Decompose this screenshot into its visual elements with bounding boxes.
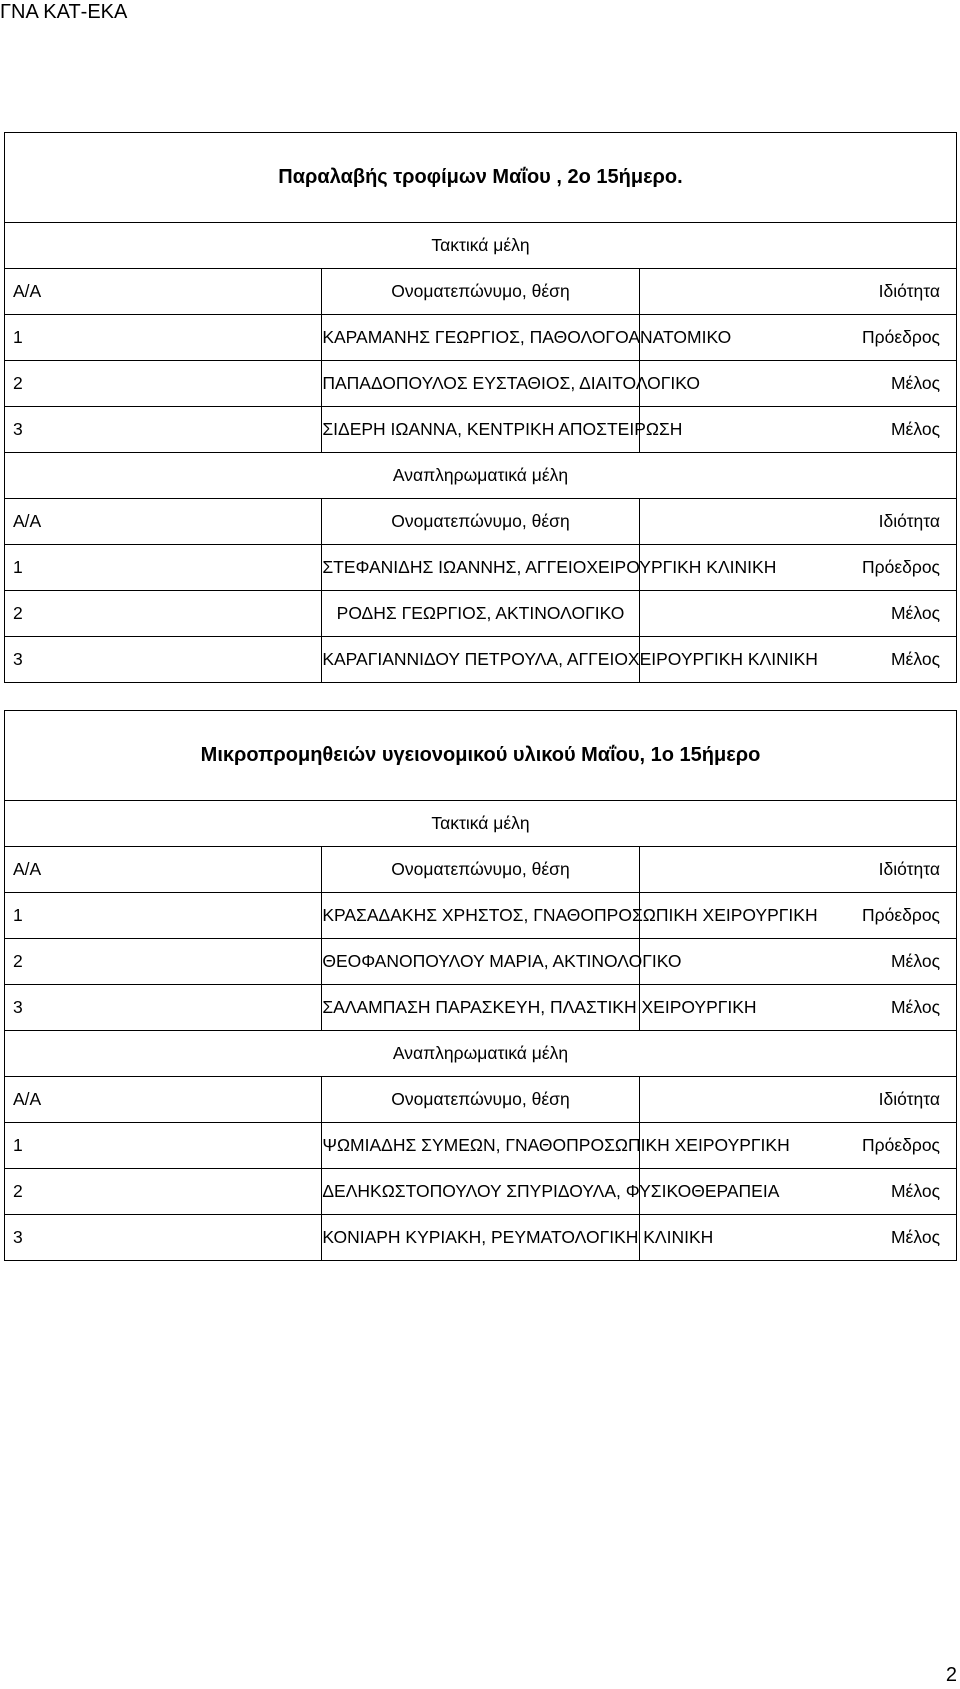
row-number: 2 xyxy=(5,591,322,637)
table-row xyxy=(5,985,957,1031)
section-heading-regular: Τακτικά μέλη xyxy=(5,801,957,847)
section-row xyxy=(5,1031,957,1077)
member-name: ΚΟΝΙΑΡΗ ΚΥΡΙΑΚΗ, ΡΕΥΜΑΤΟΛΟΓΙΚΗ ΚΛΙΝΙΚΗ xyxy=(322,1215,639,1261)
member-role: Μέλος xyxy=(639,1215,956,1261)
table-row xyxy=(5,591,957,637)
column-header-role: Ιδιότητα xyxy=(639,269,956,315)
column-header-aa: Α/Α xyxy=(5,499,322,545)
member-role: Μέλος xyxy=(639,939,956,985)
member-name: ΡΟΔΗΣ ΓΕΩΡΓΙΟΣ, ΑΚΤΙΝΟΛΟΓΙΚΟ xyxy=(322,591,639,637)
member-name: ΨΩΜΙΑΔΗΣ ΣΥΜΕΩΝ, ΓΝΑΘΟΠΡΟΣΩΠΙΚΗ ΧΕΙΡΟΥΡΓΙΚΗ xyxy=(322,1123,639,1169)
column-header-name: Ονοματεπώνυμο, θέση xyxy=(322,269,639,315)
row-number: 1 xyxy=(5,315,322,361)
row-number: 3 xyxy=(5,1215,322,1261)
row-number: 2 xyxy=(5,1169,322,1215)
section-heading-alternate: Αναπληρωματικά μέλη xyxy=(5,1031,957,1077)
member-name: ΣΤΕΦΑΝΙΔΗΣ ΙΩΑΝΝΗΣ, ΑΓΓΕΙΟΧΕΙΡΟΥΡΓΙΚΗ ΚΛΙΝΙΚΗ xyxy=(322,545,639,591)
column-header-role: Ιδιότητα xyxy=(639,499,956,545)
column-header-row xyxy=(5,847,957,893)
page-number: 2 xyxy=(945,1664,957,1686)
member-role: Μέλος xyxy=(639,1169,956,1215)
row-number: 2 xyxy=(5,939,322,985)
table-row xyxy=(5,1215,957,1261)
table-row xyxy=(5,1169,957,1215)
table-row xyxy=(5,1123,957,1169)
member-role: Μέλος xyxy=(639,361,956,407)
row-number: 3 xyxy=(5,407,322,453)
member-name: ΣΑΛΑΜΠΑΣΗ ΠΑΡΑΣΚΕΥΗ, ΠΛΑΣΤΙΚΗ ΧΕΙΡΟΥΡΓΙΚΗ xyxy=(322,985,639,1031)
member-role: Πρόεδρος xyxy=(639,1123,956,1169)
row-number: 1 xyxy=(5,545,322,591)
column-header-aa: Α/Α xyxy=(5,847,322,893)
member-name: ΘΕΟΦΑΝΟΠΟΥΛΟΥ ΜΑΡΙΑ, ΑΚΤΙΝΟΛΟΓΙΚΟ xyxy=(322,939,639,985)
row-number: 1 xyxy=(5,1123,322,1169)
section-row xyxy=(5,801,957,847)
title-row xyxy=(5,133,957,223)
row-number: 3 xyxy=(5,637,322,683)
table-row xyxy=(5,893,957,939)
column-header-aa: Α/Α xyxy=(5,1077,322,1123)
row-number: 2 xyxy=(5,361,322,407)
committee-title: Παραλαβής τροφίμων Μαΐου , 2ο 15ήμερο. xyxy=(5,133,957,223)
column-header-row xyxy=(5,499,957,545)
column-header-row xyxy=(5,1077,957,1123)
table-row xyxy=(5,939,957,985)
title-row xyxy=(5,711,957,801)
member-role: Πρόεδρος xyxy=(639,315,956,361)
member-role: Μέλος xyxy=(639,407,956,453)
committee-title: Μικροπρομηθειών υγειονομικού υλικού Μαΐου, 1ο 15ήμερο xyxy=(5,711,957,801)
member-name: ΠΑΠΑΔΟΠΟΥΛΟΣ ΕΥΣΤΑΘΙΟΣ, ΔΙΑΙΤΟΛΟΓΙΚΟ xyxy=(322,361,639,407)
member-name: ΣΙΔΕΡΗ ΙΩΑΝΝΑ, ΚΕΝΤΡΙΚΗ ΑΠΟΣΤΕΙΡΩΣΗ xyxy=(322,407,639,453)
table-row xyxy=(5,361,957,407)
column-header-name: Ονοματεπώνυμο, θέση xyxy=(322,1077,639,1123)
committee-table xyxy=(4,132,957,683)
member-role: Πρόεδρος xyxy=(639,545,956,591)
section-row xyxy=(5,453,957,499)
member-role: Μέλος xyxy=(639,591,956,637)
member-role: Μέλος xyxy=(639,637,956,683)
column-header-aa: Α/Α xyxy=(5,269,322,315)
column-header-row xyxy=(5,269,957,315)
member-role: Μέλος xyxy=(639,985,956,1031)
table-row xyxy=(5,315,957,361)
table-row xyxy=(5,637,957,683)
member-role: Πρόεδρος xyxy=(639,893,956,939)
document-header: ΓΝΑ ΚΑΤ-ΕΚΑ xyxy=(0,1,128,23)
member-name: ΚΑΡΑΜΑΝΗΣ ΓΕΩΡΓΙΟΣ, ΠΑΘΟΛΟΓΟΑΝΑΤΟΜΙΚΟ xyxy=(322,315,639,361)
column-header-name: Ονοματεπώνυμο, θέση xyxy=(322,499,639,545)
section-row xyxy=(5,223,957,269)
member-name: ΚΑΡΑΓΙΑΝΝΙΔΟΥ ΠΕΤΡΟΥΛΑ, ΑΓΓΕΙΟΧΕΙΡΟΥΡΓΙΚΗ ΚΛΙΝΙΚΗ xyxy=(322,637,639,683)
column-header-role: Ιδιότητα xyxy=(639,847,956,893)
row-number: 3 xyxy=(5,985,322,1031)
member-name: ΔΕΛΗΚΩΣΤΟΠΟΥΛΟΥ ΣΠΥΡΙΔΟΥΛΑ, ΦΥΣΙΚΟΘΕΡΑΠΕΙΑ xyxy=(322,1169,639,1215)
table-row xyxy=(5,545,957,591)
section-heading-alternate: Αναπληρωματικά μέλη xyxy=(5,453,957,499)
column-header-name: Ονοματεπώνυμο, θέση xyxy=(322,847,639,893)
table-row xyxy=(5,407,957,453)
column-header-role: Ιδιότητα xyxy=(639,1077,956,1123)
row-number: 1 xyxy=(5,893,322,939)
member-name: ΚΡΑΣΑΔΑΚΗΣ ΧΡΗΣΤΟΣ, ΓΝΑΘΟΠΡΟΣΩΠΙΚΗ ΧΕΙΡΟΥΡΓΙΚΗ xyxy=(322,893,639,939)
committee-table xyxy=(4,710,957,1261)
section-heading-regular: Τακτικά μέλη xyxy=(5,223,957,269)
